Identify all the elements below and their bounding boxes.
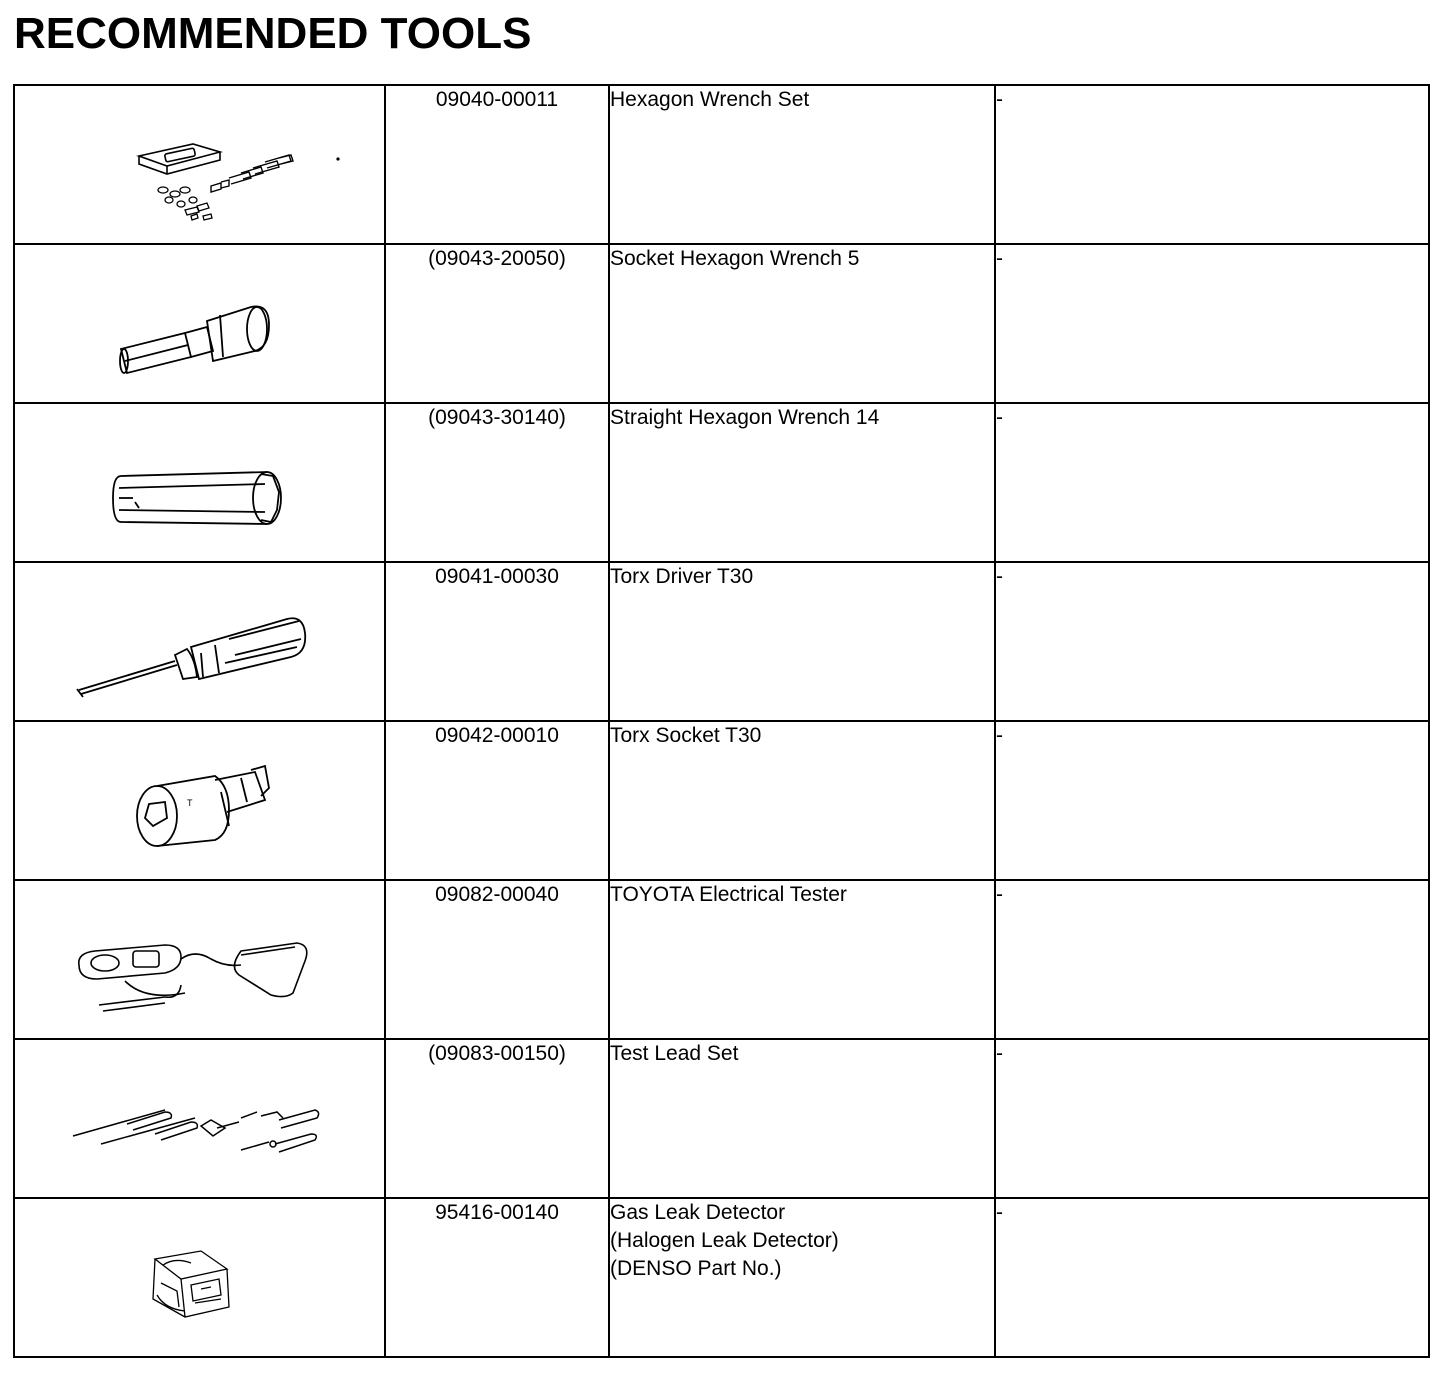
tool-image-cell (14, 1198, 385, 1357)
tool-name (609, 403, 995, 562)
tool-note: - (995, 721, 1429, 880)
tool-note: - (995, 244, 1429, 403)
tool-name-line: Gas Leak Detector (610, 1201, 786, 1224)
tools-table (13, 84, 1430, 1358)
gas-leak-detector-icon (15, 1199, 384, 1356)
tool-image-cell (14, 721, 385, 880)
svg-text:T: T (187, 798, 193, 808)
tool-name-line: TOYOTA Electrical Tester (610, 883, 847, 906)
tool-note: - (995, 562, 1429, 721)
table-row (14, 85, 1429, 244)
tool-name (609, 721, 995, 880)
part-number: (09083-00150) (385, 1039, 609, 1198)
tool-name (609, 1039, 995, 1198)
part-number: (09043-30140) (385, 403, 609, 562)
tool-image-cell (14, 85, 385, 244)
tool-name (609, 1198, 995, 1357)
hexagon-wrench-set-icon (15, 86, 384, 243)
table-row (14, 244, 1429, 403)
part-number: 95416-00140 (385, 1198, 609, 1357)
torx-driver-icon (15, 563, 384, 720)
torx-socket-icon (15, 722, 384, 879)
tool-image-cell (14, 562, 385, 721)
table-row (14, 721, 1429, 880)
table-row (14, 562, 1429, 721)
tool-image-cell (14, 403, 385, 562)
tool-name-line: Straight Hexagon Wrench 14 (610, 406, 880, 429)
tool-name-line: Socket Hexagon Wrench 5 (610, 247, 860, 270)
tool-name-line: (Halogen Leak Detector) (610, 1229, 839, 1252)
socket-hexagon-wrench-icon (15, 245, 384, 402)
page-title: RECOMMENDED TOOLS (14, 9, 532, 58)
part-number: 09041-00030 (385, 562, 609, 721)
tool-note: - (995, 1198, 1429, 1357)
tool-note: - (995, 880, 1429, 1039)
tool-name-line: Torx Socket T30 (610, 724, 762, 747)
tool-name (609, 880, 995, 1039)
table-row (14, 1039, 1429, 1198)
table-row (14, 1198, 1429, 1357)
part-number: 09040-00011 (385, 85, 609, 244)
tool-name (609, 562, 995, 721)
tool-name-line: Test Lead Set (610, 1042, 739, 1065)
part-number: 09042-00010 (385, 721, 609, 880)
tool-name-line: (DENSO Part No.) (610, 1257, 782, 1280)
tool-name-line: Torx Driver T30 (610, 565, 754, 588)
tool-note: - (995, 403, 1429, 562)
tool-image-cell (14, 1039, 385, 1198)
part-number: (09043-20050) (385, 244, 609, 403)
tool-image-cell (14, 880, 385, 1039)
tool-note: - (995, 1039, 1429, 1198)
table-row (14, 880, 1429, 1039)
test-lead-set-icon (15, 1040, 384, 1197)
table-row (14, 403, 1429, 562)
electrical-tester-icon (15, 881, 384, 1038)
part-number: 09082-00040 (385, 880, 609, 1039)
tool-name-line: Hexagon Wrench Set (610, 88, 810, 111)
straight-hexagon-wrench-icon (15, 404, 384, 561)
tool-name (609, 85, 995, 244)
tool-note: - (995, 85, 1429, 244)
tool-name (609, 244, 995, 403)
tool-image-cell (14, 244, 385, 403)
